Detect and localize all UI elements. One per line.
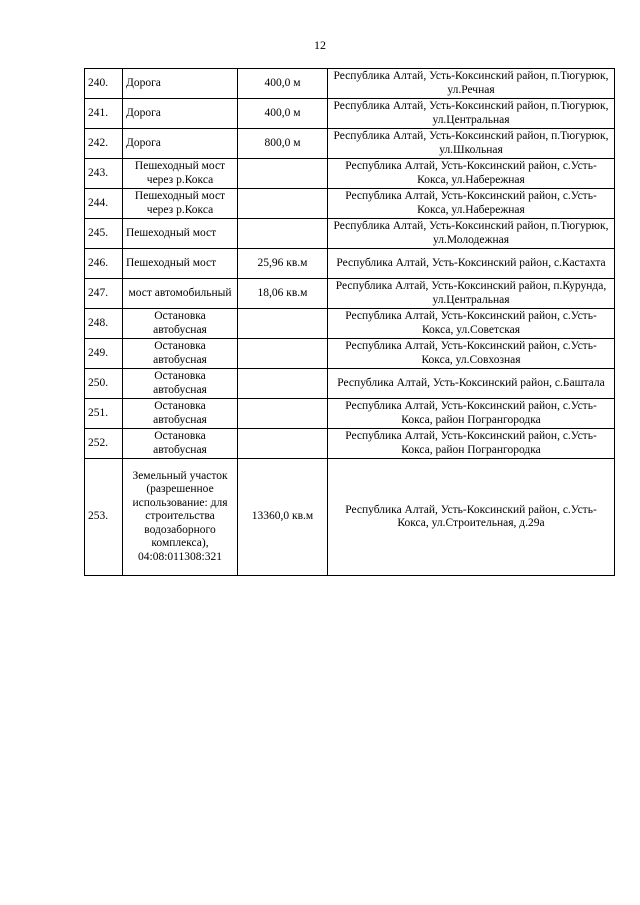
object-name-cell: Остановка автобусная	[123, 429, 238, 459]
table-row	[85, 459, 615, 576]
row-number-cell: 248.	[85, 309, 123, 339]
area-cell	[238, 159, 328, 189]
address-cell: Республика Алтай, Усть-Коксинский район, с.Усть-Кокса, ул.Советская	[328, 309, 615, 339]
area-cell	[238, 429, 328, 459]
address-cell: Республика Алтай, Усть-Коксинский район, п.Тюгурюк, ул.Молодежная	[328, 219, 615, 249]
area-cell	[238, 339, 328, 369]
table-row	[85, 369, 615, 399]
row-number-cell: 247.	[85, 279, 123, 309]
row-number-cell: 242.	[85, 129, 123, 159]
object-name-cell: Пешеходный мост через р.Кокса	[123, 189, 238, 219]
row-number-cell: 243.	[85, 159, 123, 189]
object-name-cell: Остановка автобусная	[123, 399, 238, 429]
row-number-cell: 250.	[85, 369, 123, 399]
row-number-cell: 241.	[85, 99, 123, 129]
row-number-cell: 245.	[85, 219, 123, 249]
area-cell: 400,0 м	[238, 99, 328, 129]
area-cell: 18,06 кв.м	[238, 279, 328, 309]
table-row	[85, 69, 615, 99]
object-name-cell: Пешеходный мост	[123, 219, 238, 249]
row-number-cell: 244.	[85, 189, 123, 219]
page-number: 12	[314, 38, 326, 52]
object-name-cell: Земельный участок (разрешенное использование: для строительства водозаборного комплекса), 04:08:011308:321	[123, 459, 238, 576]
row-number-cell: 251.	[85, 399, 123, 429]
table-row	[85, 339, 615, 369]
address-cell: Республика Алтай, Усть-Коксинский район, с.Усть-Кокса, район Погрангородка	[328, 429, 615, 459]
table-row	[85, 129, 615, 159]
table-row	[85, 219, 615, 249]
table-row	[85, 279, 615, 309]
address-cell: Республика Алтай, Усть-Коксинский район, п.Тюгурюк, ул.Центральная	[328, 99, 615, 129]
object-name-cell: Остановка автобусная	[123, 339, 238, 369]
area-cell: 400,0 м	[238, 69, 328, 99]
address-cell: Республика Алтай, Усть-Коксинский район, п.Тюгурюк, ул.Речная	[328, 69, 615, 99]
address-cell: Республика Алтай, Усть-Коксинский район, п.Курунда, ул.Центральная	[328, 279, 615, 309]
address-cell: Республика Алтай, Усть-Коксинский район, с.Усть-Кокса, район Погрангородка	[328, 399, 615, 429]
object-name-cell: мост автомобильный	[123, 279, 238, 309]
row-number-cell: 253.	[85, 459, 123, 576]
area-cell	[238, 309, 328, 339]
area-cell	[238, 399, 328, 429]
object-name-cell: Дорога	[123, 99, 238, 129]
address-cell: Республика Алтай, Усть-Коксинский район, с.Усть-Кокса, ул.Набережная	[328, 159, 615, 189]
address-cell: Республика Алтай, Усть-Коксинский район, с.Кастахта	[328, 249, 615, 279]
table-row	[85, 429, 615, 459]
address-cell: Республика Алтай, Усть-Коксинский район, с.Усть-Кокса, ул.Набережная	[328, 189, 615, 219]
object-name-cell: Пешеходный мост	[123, 249, 238, 279]
table-row	[85, 159, 615, 189]
object-name-cell: Пешеходный мост через р.Кокса	[123, 159, 238, 189]
area-cell	[238, 219, 328, 249]
area-cell	[238, 189, 328, 219]
table-row	[85, 309, 615, 339]
row-number-cell: 240.	[85, 69, 123, 99]
table-row	[85, 189, 615, 219]
table-row	[85, 99, 615, 129]
object-name-cell: Дорога	[123, 69, 238, 99]
area-cell: 800,0 м	[238, 129, 328, 159]
property-registry-table	[84, 68, 615, 576]
object-name-cell: Дорога	[123, 129, 238, 159]
area-cell: 13360,0 кв.м	[238, 459, 328, 576]
address-cell: Республика Алтай, Усть-Коксинский район, с.Усть-Кокса, ул.Строительная, д.29а	[328, 459, 615, 576]
object-name-cell: Остановка автобусная	[123, 309, 238, 339]
area-cell: 25,96 кв.м	[238, 249, 328, 279]
table-row	[85, 249, 615, 279]
registry-table-body	[85, 69, 615, 576]
address-cell: Республика Алтай, Усть-Коксинский район, с.Усть-Кокса, ул.Совхозная	[328, 339, 615, 369]
row-number-cell: 252.	[85, 429, 123, 459]
table-row	[85, 399, 615, 429]
address-cell: Республика Алтай, Усть-Коксинский район, п.Тюгурюк, ул.Школьная	[328, 129, 615, 159]
address-cell: Республика Алтай, Усть-Коксинский район, с.Баштала	[328, 369, 615, 399]
area-cell	[238, 369, 328, 399]
row-number-cell: 249.	[85, 339, 123, 369]
object-name-cell: Остановка автобусная	[123, 369, 238, 399]
row-number-cell: 246.	[85, 249, 123, 279]
